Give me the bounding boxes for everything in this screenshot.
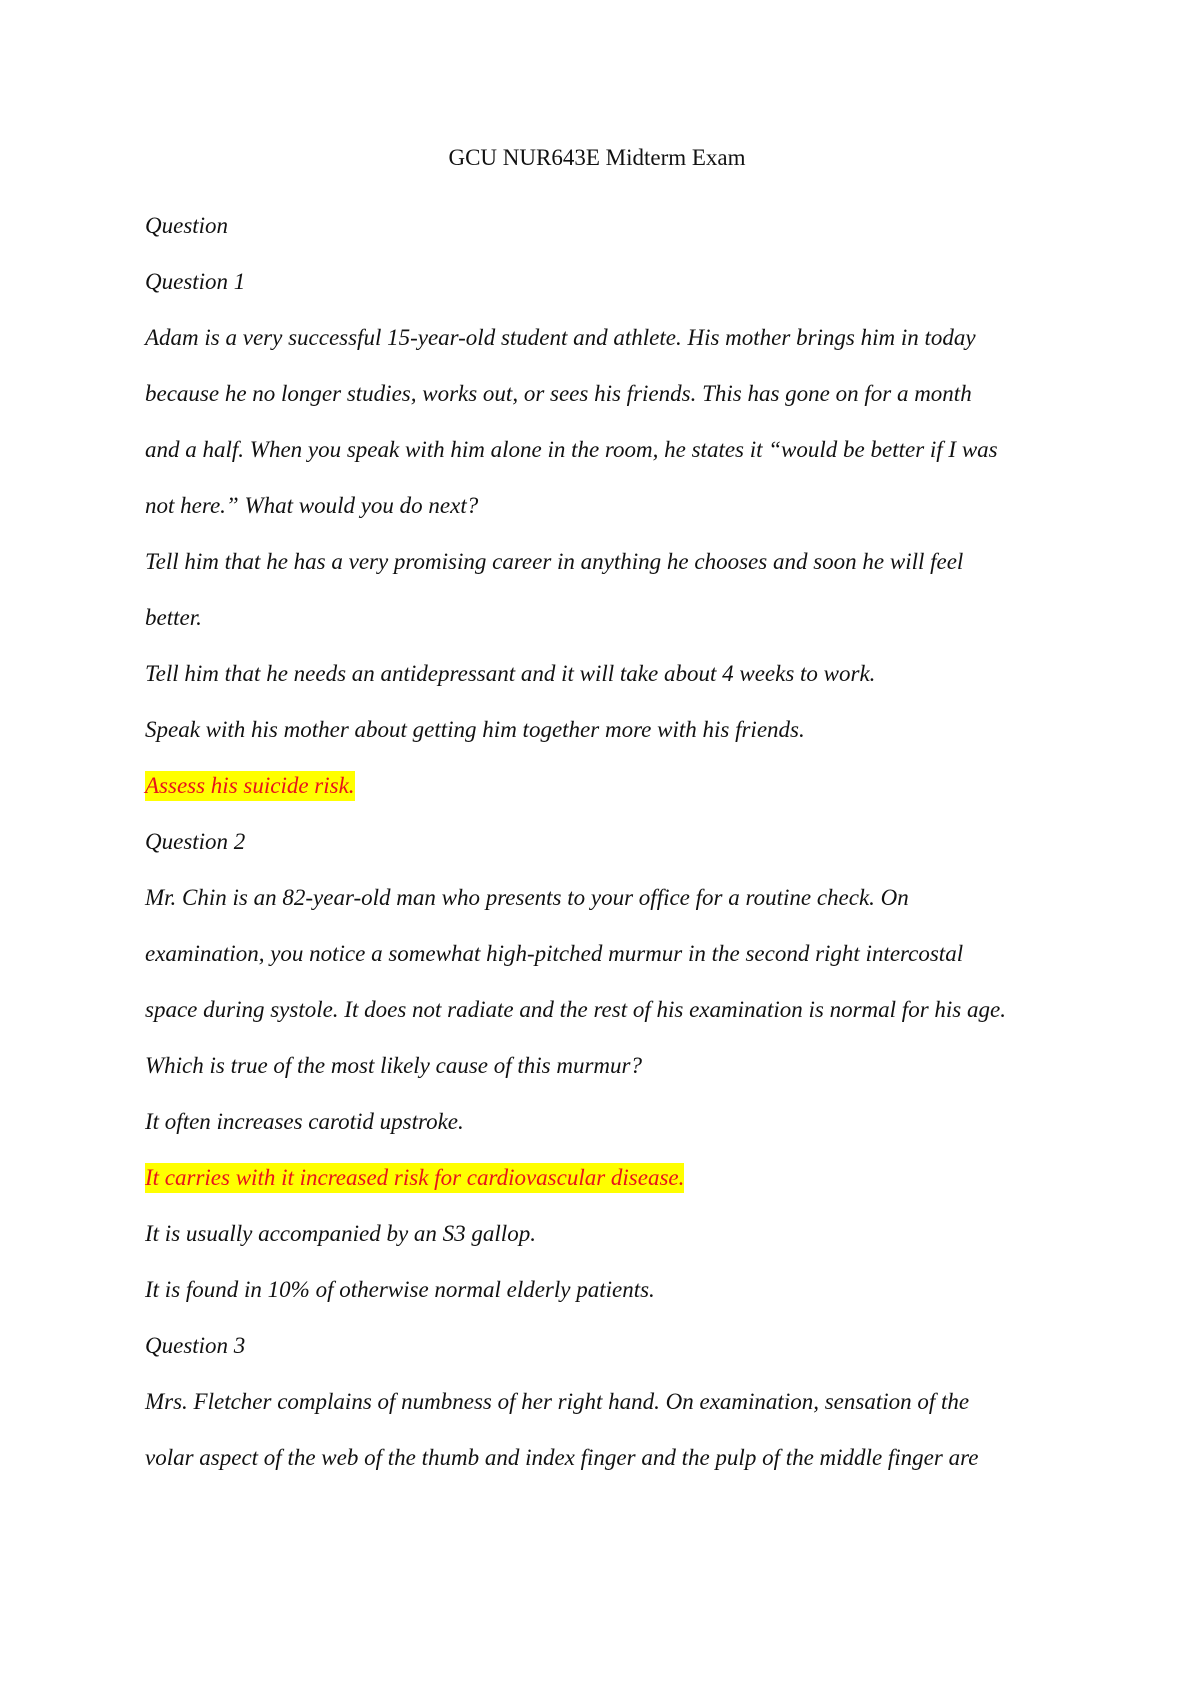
document-title: GCU NUR643E Midterm Exam [448, 145, 746, 170]
document-body [145, 198, 1075, 1486]
question-1-option-b: Tell him that he needs an antidepressant and it will take about 4 weeks to work. [145, 661, 876, 686]
question-2-text-line: Mr. Chin is an 82-year-old man who presents to your office for a routine check. On [145, 885, 909, 910]
question-1-option-c: Speak with his mother about getting him together more with his friends. [145, 717, 805, 742]
question-2-text-line: examination, you notice a somewhat high-pitched murmur in the second right intercostal [145, 941, 964, 966]
question-1-text-line: and a half. When you speak with him alone in the room, he states it “would be better if I was [145, 437, 998, 462]
question-2-option-b-row [145, 1150, 1075, 1206]
question-1-text-line: because he no longer studies, works out, or sees his friends. This has gone on for a month [145, 381, 972, 406]
question-2-answer-highlight: It carries with it increased risk for cardiovascular disease. [145, 1163, 684, 1193]
question-2-heading: Question 2 [145, 829, 246, 854]
question-1-answer-highlight: Assess his suicide risk. [145, 771, 355, 801]
question-3-text-line: Mrs. Fletcher complains of numbness of her right hand. On examination, sensation of the [145, 1389, 970, 1414]
question-1-heading: Question 1 [145, 269, 246, 294]
question-1-text-line: not here.” What would you do next? [145, 493, 479, 518]
question-1-option-a: Tell him that he has a very promising career in anything he chooses and soon he will feel [145, 549, 964, 574]
question-1-option-d-row [145, 758, 1075, 814]
question-3-heading: Question 3 [145, 1333, 246, 1358]
question-1-option-a-continued: better. [145, 605, 202, 630]
question-2-option-d: It is found in 10% of otherwise normal elderly patients. [145, 1277, 655, 1302]
question-1-text-line: Adam is a very successful 15-year-old student and athlete. His mother brings him in today [145, 325, 976, 350]
question-3-text-line: volar aspect of the web of the thumb and index finger and the pulp of the middle finger are [145, 1445, 979, 1470]
question-2-option-a: It often increases carotid upstroke. [145, 1109, 464, 1134]
question-2-text-line: space during systole. It does not radiate and the rest of his examination is normal for his age. [145, 997, 1006, 1022]
question-2-text-line: Which is true of the most likely cause of this murmur? [145, 1053, 642, 1078]
question-2-option-c: It is usually accompanied by an S3 gallop. [145, 1221, 536, 1246]
section-label: Question [145, 213, 229, 238]
